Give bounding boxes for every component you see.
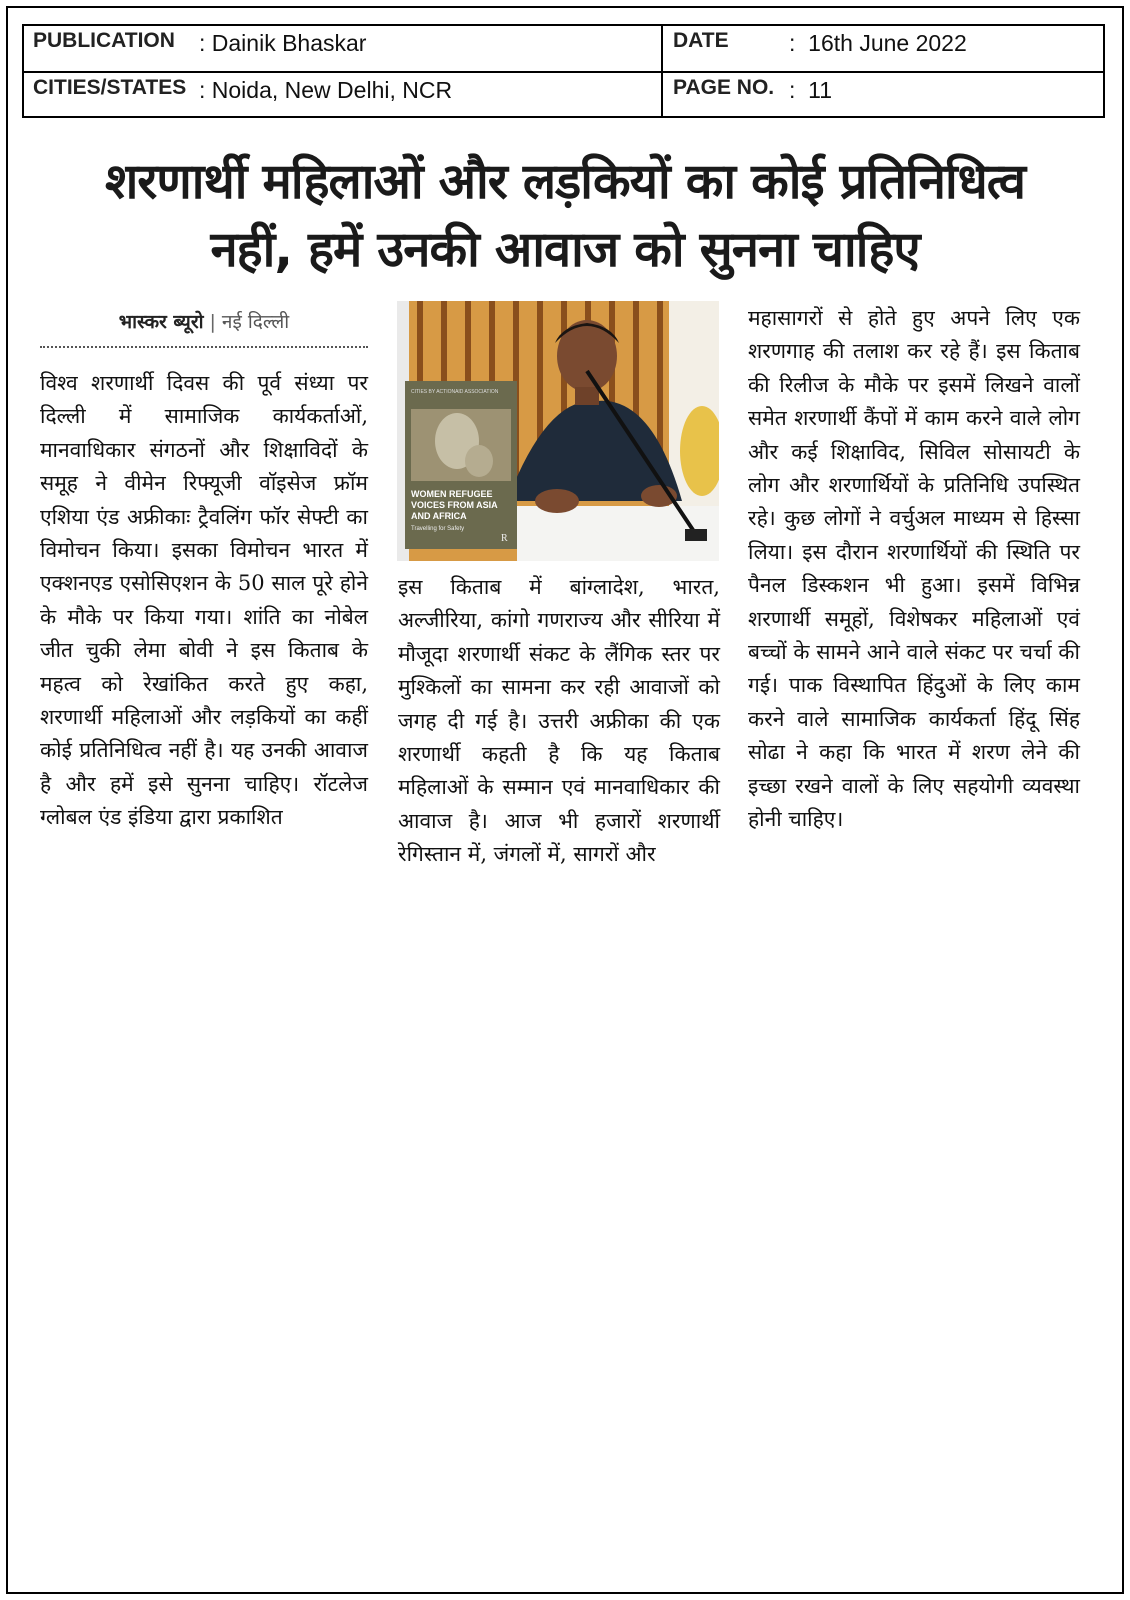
clipping-info-table (22, 24, 1105, 118)
headline-line-1: शरणार्थी महिलाओं और लड़कियों का कोई प्रतिनिधित्व (104, 153, 1026, 210)
article-column-1: विश्व शरणार्थी दिवस की पूर्व संध्या पर दिल्ली में सामाजिक कार्यकर्ताओं, मानवाधिकार संगठनों और शिक्षाविदों के समूह ने वीमेन रिफ्यूजी वॉइसेज फ्रॉम एशिया एंड अफ्रीकाः ट्रैवलिंग फॉर सेफ्टी का विमोचन किया। इसका विमोचन भारत में एक्शनएड एसोसिएशन के 50 साल पूरे होने के मौके पर किया गया। शांति का नोबेल जीत चुकी लेमा बोवी ने इस किताब के महत्व को रेखांकित करते हुए कहा, शरणार्थी महिलाओं और लड़कियों का कहीं कोई प्रतिनिधित्व नहीं है। यह उनकी आवाज है और हमें इसे सुनना चाहिए। रॉटलेज ग्लोबल एंड इंडिया द्वारा प्रकाशित (40, 371, 368, 830)
book-subtitle: Travelling for Safety (411, 526, 465, 532)
article-photo (397, 301, 719, 561)
publication-value: : Dainik Bhaskar (199, 30, 367, 56)
byline (40, 308, 368, 334)
byline-dotted-rule (40, 346, 368, 348)
book-title-line-3: AND AFRICA (411, 511, 467, 521)
byline-separator: | (209, 311, 216, 333)
byline-source: भास्कर ब्यूरो (118, 311, 204, 333)
date-value: : 16th June 2022 (789, 30, 967, 56)
article-column-2: इस किताब में बांग्लादेश, भारत, अल्जीरिया, कांगो गणराज्य और सीरिया में मौजूदा शरणार्थी संकट के लैंगिक स्तर पर मुश्किलों का सामना कर रही आवाजों को जगह दी गई है। उत्तरी अफ्रीका की एक शरणार्थी कहती है कि यह किताब महिलाओं के सम्मान एवं मानवाधिकार की आवाज है। आज भी हजारों शरणार्थी रेगिस्तान में, जंगलों में, सागरों और (398, 575, 720, 867)
book-title-line-1: WOMEN REFUGEE (411, 489, 493, 499)
cities-label: CITIES/STATES (33, 76, 187, 99)
page-number-label: PAGE NO. (673, 76, 775, 99)
table-divider-horizontal (24, 71, 1103, 73)
book-title-line-2: VOICES FROM ASIA (411, 500, 498, 510)
article-column-3: महासागरों से होते हुए अपने लिए एक शरणगाह की तलाश कर रहे हैं। इस किताब की रिलीज के मौके पर इसमें लिखने वालों समेत शरणार्थी कैंपों में काम करने वाले लोग और कई शिक्षाविद, सिविल सोसायटी के लोग और शरणार्थियों के प्रतिनिधि उपस्थित रहे। कुछ लोगों ने वर्चुअल माध्यम से हिस्सा लिया। इस दौरान शरणार्थियों की स्थिति पर पैनल डिस्कशन भी हुआ। इसमें विभिन्न शरणार्थी समूहों, विशेषकर महिलाओं एवं बच्चों के सामने आने वाले संकट पर चर्चा की गई। पाक विस्थापित हिंदुओं के लिए काम करने वाले सामाजिक कार्यकर्ता हिंदू सिंह सोढा ने कहा कि भारत में शरण लेने की इच्छा रखने वालों के लिए सहयोगी व्यवस्था होनी चाहिए। (748, 306, 1080, 832)
book-series-text: CITIES BY ACTIONAID ASSOCIATION (411, 389, 499, 395)
publisher-logo: R (501, 533, 508, 544)
date-label: DATE (673, 29, 729, 52)
photo-illustration (397, 301, 719, 561)
page-number-value: : 11 (789, 77, 833, 103)
byline-city: नई दिल्ली (221, 311, 290, 333)
cities-value: : Noida, New Delhi, NCR (199, 77, 453, 103)
publication-label: PUBLICATION (33, 29, 175, 52)
headline-line-2: नहीं, हमें उनकी आवाज को सुनना चाहिए (210, 221, 920, 278)
article-headline (40, 148, 1090, 284)
